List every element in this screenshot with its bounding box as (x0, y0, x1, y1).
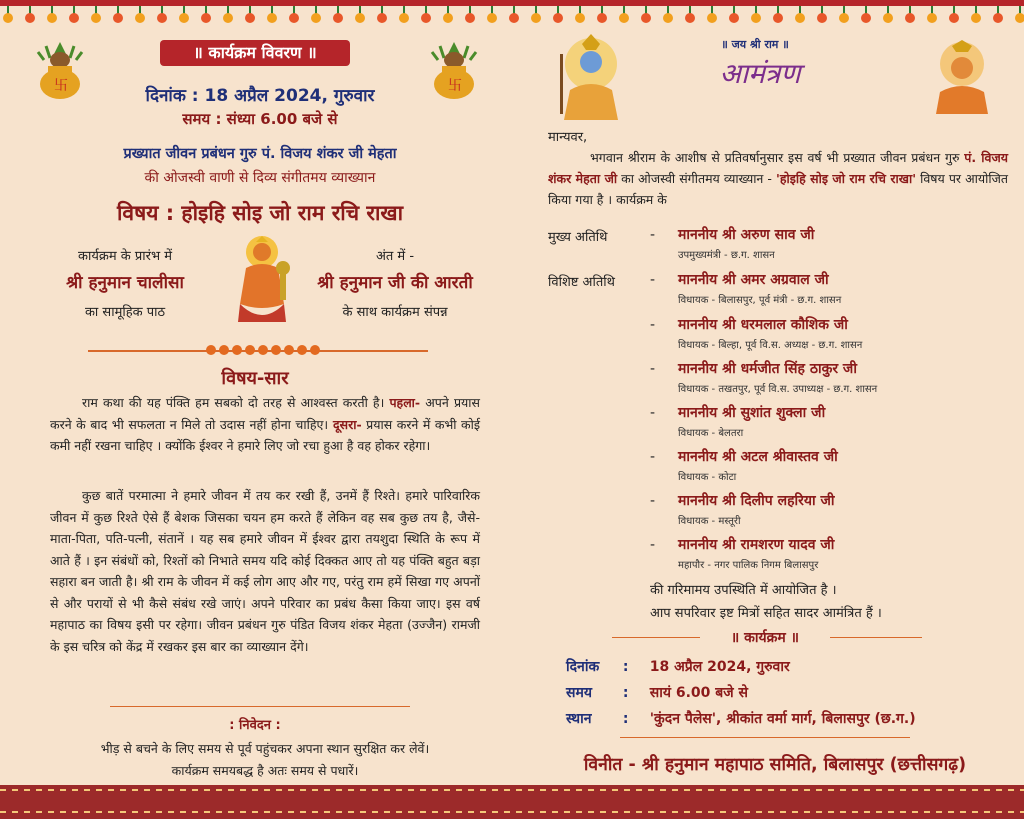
guest-item (650, 314, 862, 351)
speaker-line-2: की ओजस्वी वाणी से दिव्य संगीतमय व्याख्यान (144, 170, 376, 186)
svg-text:卐: 卐 (54, 78, 68, 94)
date-value: 18 अप्रैल 2024, गुरुवार (649, 659, 790, 675)
intro-a: भगवान श्रीराम के आशीष से प्रतिवर्षानुसार इस वर्ष भी प्रख्यात जीवन प्रबंधन गुरु (590, 150, 965, 165)
footer-sender: विनीत - श्री हनुमान महापाठ समिति, बिलासपुर (छत्तीसगढ़) (583, 755, 967, 775)
essence-paragraph-1 (50, 392, 480, 457)
request-line-1: भीड़ से बचने के लिए समय से पूर्व पहुंचकर अपना स्थान सुरक्षित कर लेवें। (100, 741, 430, 756)
intro-b: पं. विजय शंकर मेहता जी (548, 150, 1009, 186)
presence-line: की गरिमामय उपस्थिति में आयोजित है । (650, 583, 837, 598)
ornament-dots (206, 345, 320, 355)
guest-role: विधायक - बिल्हा, पूर्व वि.स. अध्यक्ष - छ.ग. शासन (678, 340, 863, 351)
guest-role: विधायक - मस्तूरी (678, 516, 741, 527)
guest-dash: - (650, 317, 656, 333)
start-main: श्री हनुमान चालीसा (66, 273, 184, 293)
request-line-2: कार्यक्रम समयबद्ध है अतः समय से पधारें। (171, 763, 359, 778)
guest-dash: - (650, 449, 656, 465)
guest-dash: - (650, 537, 656, 553)
divider (110, 706, 410, 707)
place-value: 'कुंदन पैलेस', श्रीकांत वर्मा मार्ग, बिलासपुर (छ.ग.) (649, 711, 916, 727)
garland-border (0, 0, 1024, 26)
special-guest-label: विशिष्ट अतिथि (548, 275, 615, 290)
guest-role: महापौर - नगर पालिक निगम बिलासपुर (678, 560, 819, 571)
date-line: दिनांक : 18 अप्रैल 2024, गुरुवार (145, 86, 375, 106)
end-label: अंत में - (375, 249, 415, 264)
program-title-banner: ॥ कार्यक्रम विवरण ॥ (160, 40, 350, 66)
guest-item (650, 402, 825, 439)
guest-name: माननीय श्री धर्मजीत सिंह ठाकुर जी (678, 361, 857, 377)
end-sub: के साथ कार्यक्रम संपन्न (342, 305, 448, 320)
svg-text:卐: 卐 (448, 78, 462, 94)
kalash-icon (30, 38, 90, 100)
intro-c: का ओजस्वी संगीतमय व्याख्यान - (617, 171, 777, 186)
date-row (566, 657, 790, 676)
time-label: समय (566, 685, 592, 701)
essence-title: विषय-सार (221, 368, 289, 389)
invite-line: आप सपरिवार इष्ट मित्रों सहित सादर आमंत्रित हैं । (650, 606, 882, 621)
kalash-icon (424, 38, 484, 100)
guest-dash: - (650, 361, 656, 377)
guest-role: विधायक - कोटा (678, 472, 737, 483)
guest-name: माननीय श्री अटल श्रीवास्तव जी (678, 449, 838, 465)
guest-name: माननीय श्री अरुण साव जी (678, 227, 815, 243)
guest-dash: - (650, 405, 656, 421)
guest-item (650, 358, 877, 395)
para1-second: प्रयास करने में कभी कोई कमी नहीं रखना चाहिए । क्योंकि ईश्वर ने हमारे लिए जो रचा हुआ है वह होकर रहेगा। (50, 416, 480, 453)
guest-item (650, 446, 838, 483)
guest-name: माननीय श्री अमर अग्रवाल जी (678, 272, 829, 288)
first-label: पहला- (389, 395, 421, 410)
time-value: सायं 6.00 बजे से (649, 685, 748, 701)
hanuman-image (224, 234, 300, 328)
ram-image (556, 34, 626, 120)
place-label: स्थान (566, 711, 592, 727)
request-title: : निवेदन : (229, 718, 281, 733)
end-main: श्री हनुमान जी की आरती (317, 273, 473, 293)
guest-name: माननीय श्री धरमलाल कौशिक जी (678, 317, 848, 333)
essence-paragraph-2: कुछ बातें परमात्मा ने हमारे जीवन में तय कर रखी हैं, उनमें हैं रिश्ते। हमारे पारिवारिक जीवन में कुछ रिश्ते ऐसे हैं बेशक जिसका चयन हम करते हैं लेकिन वह सब कुछ तय है, जैसे- माता-पिता, पति-पत्नी, संतानें । यह सब हमारे जीवन में ईश्वर द्वारा तयशुदा स्थिति के रूप में आते हैं । इन संबंधों को, रिश्तों को निभाते समय यदि कोई दिक्कत आए तो यह पंक्ति बहुत बड़ा सहारा बन जाती है। श्री राम के जीवन में कई लोग आए और गए, परंतु राम हमें सिखा गए अपनों से और परायों से भी कैसे संबंध रखे जाएं। अपने परिवार का प्रबंध कैसा किया जाए। इस वर्ष महापाठ का विषय इसी पर रहेगा। जीवन प्रबंधन गुरु पंडित विजय शंकर मेहता (उज्जैन) रामजी के इस चरित्र को केंद्र में रखकर इस बार का व्याख्यान देंगे। (50, 488, 480, 654)
guest-role: विधायक - बेलतरा (678, 428, 744, 439)
guest-item (650, 269, 841, 306)
guest-name: माननीय श्री रामशरण यादव जी (678, 537, 835, 553)
bottom-border (0, 785, 1024, 819)
invitation-heading: आमंत्रण (719, 57, 801, 90)
subject-heading: विषय : होइहि सोइ जो राम रचि राखा (116, 201, 404, 225)
para1-first: अपने प्रयास करने के बाद भी सफलता न मिले तो उदास नहीं होना चाहिए। (50, 395, 480, 432)
time-line: समय : संध्या 6.00 बजे से (182, 110, 338, 128)
guest-role: विधायक - तखतपुर, पूर्व वि.स. उपाध्यक्ष - छ.ग. शासन (678, 384, 878, 395)
colon: : (622, 659, 629, 675)
chief-guest-label: मुख्य अतिथि (548, 230, 608, 245)
guest-role: उपमुख्यमंत्री - छ.ग. शासन (678, 250, 775, 261)
guest-item (650, 224, 814, 261)
hanuman-portrait-image (930, 40, 994, 114)
divider (620, 737, 910, 738)
guest-dash: - (650, 227, 656, 243)
place-row (566, 709, 916, 728)
guest-dash: - (650, 493, 656, 509)
intro-paragraph (548, 147, 1008, 210)
salutation: मान्यवर, (548, 130, 588, 145)
intro-e: विषय पर आयोजित किया गया है । कार्यक्रम के (548, 171, 1008, 207)
guest-name: माननीय श्री सुशांत शुक्ला जी (678, 405, 826, 421)
second-label: दूसरा- (328, 416, 362, 432)
guest-dash: - (650, 272, 656, 288)
start-sub: का सामूहिक पाठ (84, 305, 166, 320)
colon: : (622, 711, 629, 727)
start-label: कार्यक्रम के प्रारंभ में (77, 249, 173, 264)
guest-item (650, 490, 835, 527)
guest-item (650, 534, 834, 571)
date-label: दिनांक (566, 659, 600, 675)
time-row (566, 683, 748, 702)
colon: : (622, 685, 629, 701)
guest-role: विधायक - बिलासपुर, पूर्व मंत्री - छ.ग. शासन (678, 295, 842, 306)
jai-shri-ram: ॥ जय श्री राम ॥ (721, 38, 789, 51)
para1-intro: राम कथा की यह पंक्ति हम सबको दो तरह से आश्वस्त करती है। (82, 395, 385, 410)
program-heading: ॥ कार्यक्रम ॥ (700, 628, 830, 647)
guest-name: माननीय श्री दिलीप लहरिया जी (678, 493, 835, 509)
speaker-line-1: प्रख्यात जीवन प्रबंधन गुरु पं. विजय शंकर जी मेहता (123, 146, 397, 162)
intro-d: 'होइहि सोइ जो राम रचि राखा' (776, 171, 917, 186)
